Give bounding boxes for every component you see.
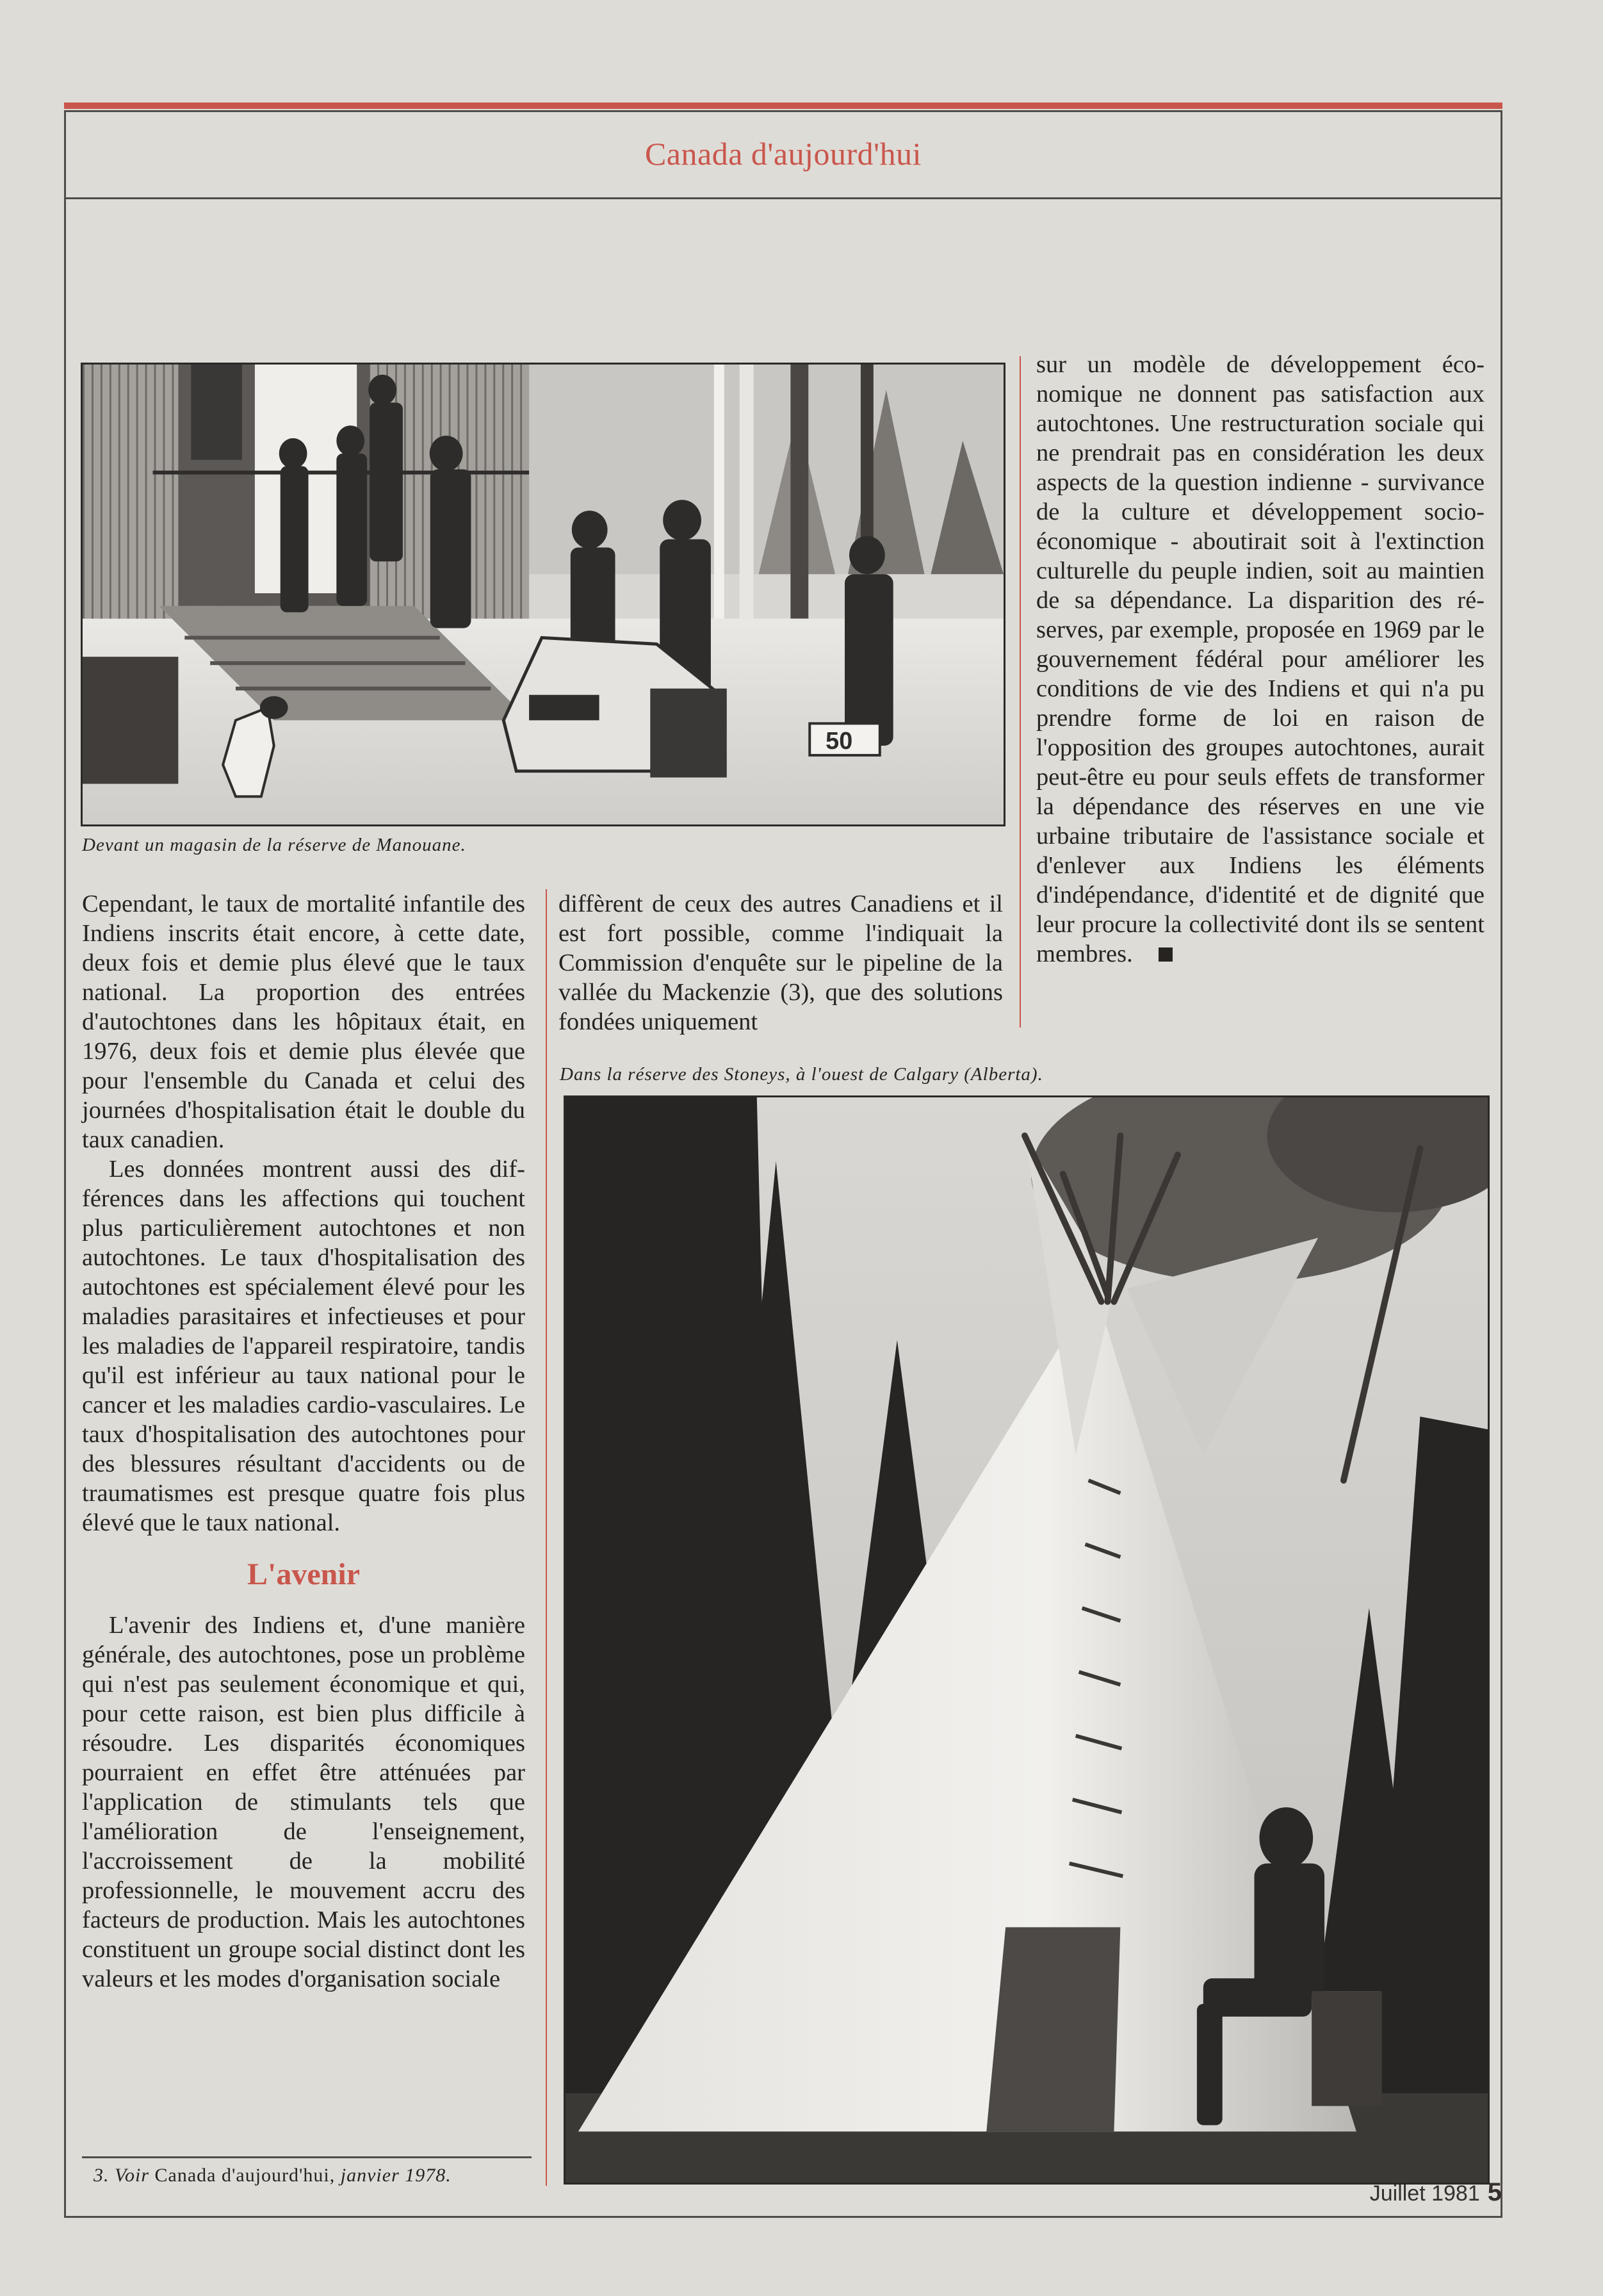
- footnote: [94, 2164, 542, 2187]
- footnote-date: janvier 1978.: [340, 2165, 452, 2186]
- sign-number: 50: [826, 728, 853, 755]
- footnote-journal: Canada d'aujourd'hui,: [154, 2165, 336, 2186]
- column-separator-1: [546, 889, 547, 2186]
- header-rule: [64, 197, 1502, 199]
- running-head: Canada d'aujourd'hui: [644, 136, 922, 172]
- issue-date: Juillet 1981: [1369, 2181, 1480, 2206]
- paragraph-column-2: diffèrent de ceux des autres Canadiens et il est fort possible, comme l'indiquait la Commission d'enquête sur le pipeline de la vallée du Mackenzie (3), que des solutions fondées uniquement: [558, 890, 1003, 1035]
- paragraph-infant-mortality: Cependant, le taux de mortalité infantile des Indiens inscrits était encore, à cette date, deux fois et demie plus élevé que le taux national. La proportion des entrées d'autochtones dans les hôpitaux était, en 1976, deux fois et demie plus élevée que pour l'ensemble du Canada et celui des journées d'hospitalisation était le double du taux canadien.: [82, 890, 525, 1153]
- top-red-rule: [64, 102, 1502, 109]
- column-1: [82, 889, 525, 1994]
- store-photo-caption: Devant un magasin de la réserve de Manouane.: [82, 835, 466, 855]
- column-3: [1036, 350, 1485, 969]
- paragraph-avenir: L'avenir des Indiens et, d'une manière générale, des autochtones, pose un problème qui n'est pas seulement économique et qui, pour cette raison, est bien plus difficile à résoudre. Les disparités économiques pourraient en effet être atténuées par l'application de stimulants tels que l'amélioration de l'enseignement, l'accroissement de la mobilité professionnelle, le mouvement accru des facteurs de production. Mais les autochtones constituent un groupe social distinct dont les valeurs et les modes d'organisation sociale: [82, 1612, 525, 1992]
- paragraph-column-3: sur un modèle de développement économique ne donnent pas satisfaction aux autochtones. Une restructuration sociale qui ne prendrait pas en considération les deux aspects de la question indienne - survivance de la culture et développement socio-économique - aboutirait soit à l'extinction culturelle du peuple indien, soit au maintien de sa dépendance. La disparition des réserves, par exemple, proposée en 1969 par le gouvernement fédéral pour améliorer les conditions de vie des Indiens et qui n'a pu prendre forme de loi en raison de l'opposition des groupes autochtones, aurait peut-être eu pour seuls effets de transformer la dépendance des réserves en une vie urbaine tributaire de l'assistance sociale et d'enlever aux Indiens les éléments d'indépendance, d'identité et de dignité que leur procure la collectivité dont ils se sentent membres.: [1036, 351, 1485, 967]
- store-photo: [81, 363, 1005, 826]
- end-of-article-mark: [1159, 947, 1173, 962]
- footnote-voir: Voir: [115, 2165, 150, 2186]
- footnote-rule: [82, 2156, 532, 2158]
- section-title-avenir: L'avenir: [247, 1557, 360, 1591]
- column-2: [558, 889, 1003, 1037]
- page-number: 5: [1487, 2178, 1502, 2206]
- paragraph-affections: Les données montrent aussi des différences dans les affections qui touchent plus particulièrement autochtones et non autochtones. Le taux d'hospitalisation des autochtones est spécialement élevé pour les maladies parasitaires et infectieuses et pour les maladies de l'appareil respiratoire, tandis qu'il est inférieur au taux national pour le cancer et les maladies cardio-vasculaires. Le taux d'hospitalisation des autochtones pour des blessures résultant d'accidents ou de traumatismes est presque quatre fois plus élevé que le taux national.: [82, 1156, 525, 1536]
- folio: [1370, 2178, 1502, 2208]
- column-separator-2: [1020, 356, 1021, 1028]
- footnote-number: 3.: [94, 2165, 110, 2186]
- teepee-photo: [564, 1095, 1490, 2185]
- teepee-photo-caption: Dans la réserve des Stoneys, à l'ouest de Calgary (Alberta).: [560, 1064, 1043, 1085]
